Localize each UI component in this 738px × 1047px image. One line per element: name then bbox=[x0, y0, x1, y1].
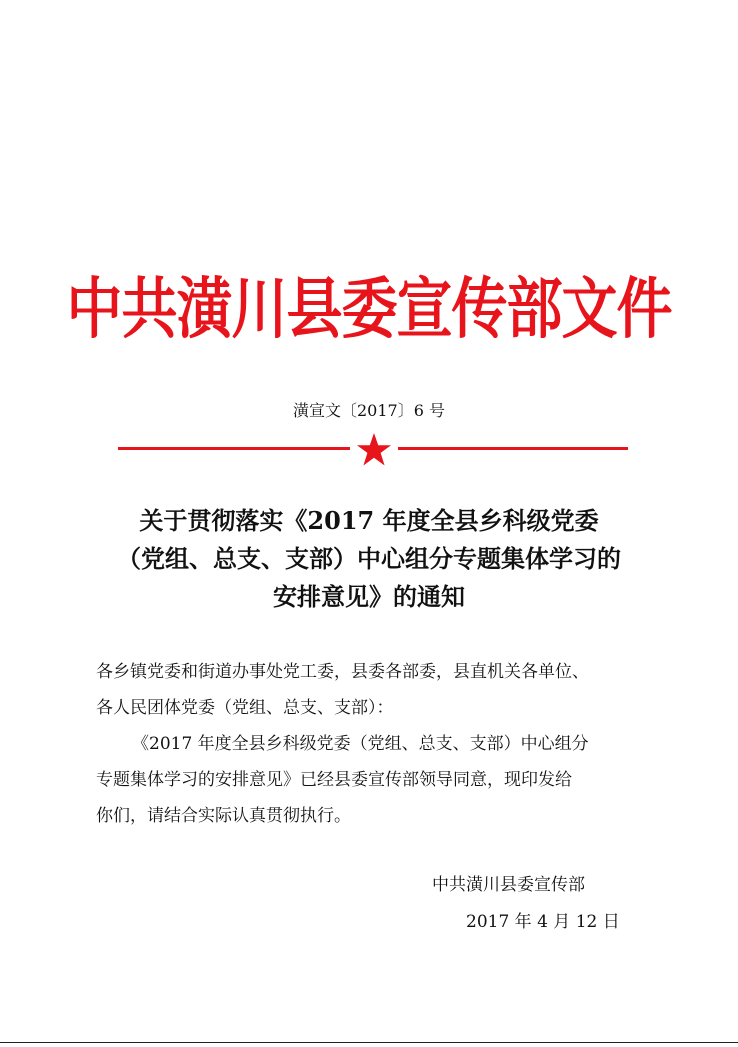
notice-title-line: （党组、总支、支部）中心组分专题集体学习的 bbox=[117, 544, 621, 573]
signature-date: 2017 年 4 月 12 日 bbox=[466, 912, 620, 932]
page-bottom-rule bbox=[0, 1042, 738, 1043]
red-star-icon bbox=[356, 432, 392, 468]
notice-title-line: 安排意见》的通知 bbox=[273, 582, 465, 611]
document-header-title: 中共潢川县委宣传部文件 bbox=[66, 270, 672, 349]
signature-organization: 中共潢川县委宣传部 bbox=[432, 875, 585, 895]
document-number: 潢宣文〔2017〕6 号 bbox=[293, 401, 445, 420]
notice-title-line: 关于贯彻落实《2017 年度全县乡科级党委 bbox=[139, 506, 599, 535]
body-line-paragraph-cont: 专题集体学习的安排意见》已经县委宣传部领导同意，现印发给 bbox=[96, 770, 572, 790]
body-line-paragraph-end: 你们，请结合实际认真贯彻执行。 bbox=[96, 806, 351, 826]
notice-title bbox=[60, 502, 678, 616]
body-line-paragraph: 《2017 年度全县乡科级党委（党组、总支、支部）中心组分 bbox=[132, 734, 589, 754]
red-divider-right bbox=[398, 447, 628, 450]
red-divider-left bbox=[118, 447, 350, 450]
body-line-addressees-cont: 各人民团体党委（党组、总支、支部）： bbox=[96, 698, 394, 718]
notice-body bbox=[96, 654, 666, 834]
body-line-addressees: 各乡镇党委和街道办事处党工委，县委各部委，县直机关各单位、 bbox=[96, 662, 589, 682]
